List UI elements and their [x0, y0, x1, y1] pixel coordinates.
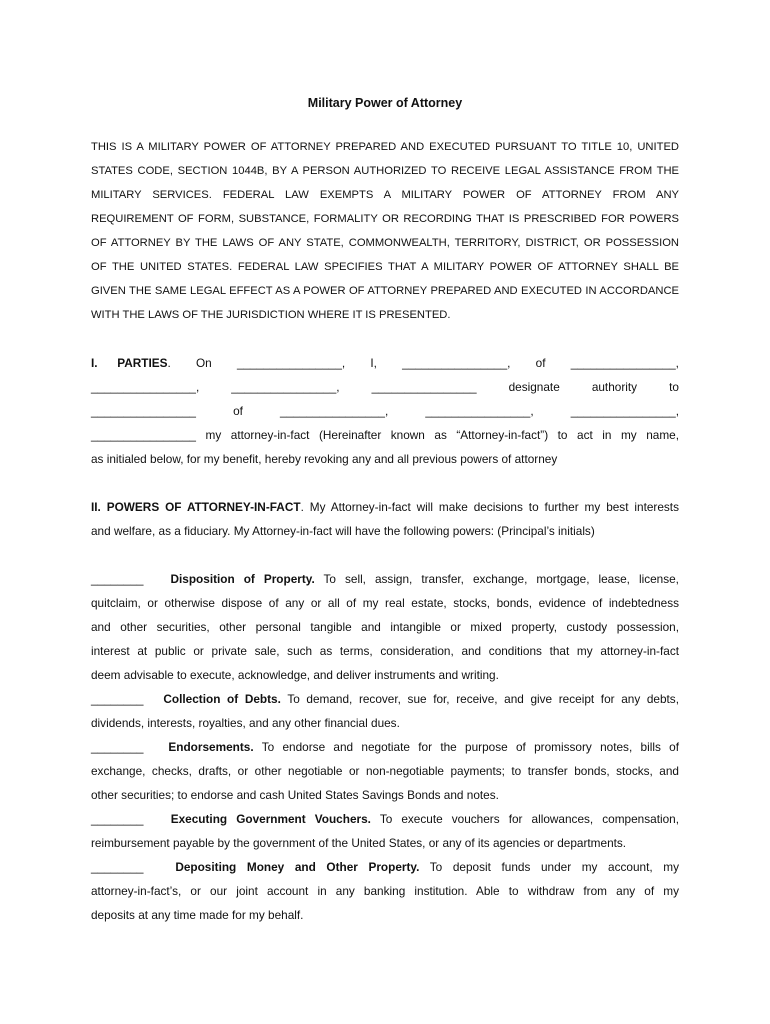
power-item-line: other securities; to endorse and cash United States Savings Bonds and notes.: [91, 788, 499, 802]
power-item-first-line: ________ Disposition of Property. To sell, assign, transfer, exchange, mortgage, lease, license,: [91, 572, 679, 586]
parties-line-3: ________________ of ________________, ________________, ________________,: [91, 399, 679, 423]
preamble: [91, 135, 679, 327]
initials-blank[interactable]: ________: [91, 860, 144, 874]
power-item-first-line: ________ Endorsements. To endorse and negotiate for the purpose of promissory notes, bills of: [91, 740, 679, 754]
power-item-line: exchange, checks, drafts, or other negotiable or non-negotiable payments; to transfer bonds, stocks, and: [91, 764, 679, 778]
power-item-first-line: ________ Collection of Debts. To demand, recover, sue for, receive, and give receipt for any debts,: [91, 692, 679, 706]
parties-section: [91, 351, 679, 471]
powers-section: [91, 495, 679, 543]
of-label: of: [233, 404, 243, 418]
document-title: Military Power of Attorney: [307, 96, 463, 110]
parties-heading-number: I.: [91, 356, 98, 370]
preamble-line: MILITARY SERVICES. FEDERAL LAW EXEMPTS A MILITARY POWER OF ATTORNEY FROM ANY: [91, 189, 679, 201]
authority-label: authority: [591, 380, 638, 394]
preamble-line: OF THE UNITED STATES. FEDERAL LAW SPECIFIES THAT A MILITARY POWER OF ATTORNEY SHALL BE: [91, 261, 679, 273]
power-item-label: Disposition of Property.: [170, 572, 315, 586]
power-items: [91, 567, 679, 927]
principal-zip-blank[interactable]: ________________: [371, 380, 477, 394]
power-item-label: Endorsements.: [168, 740, 254, 754]
power-item-line: attorney-in-fact’s, or our joint account in any banking institution. Able to withdraw from any of my: [91, 884, 679, 898]
preamble-line: GIVEN THE SAME LEGAL EFFECT AS A POWER OF ATTORNEY PREPARED AND EXECUTED IN ACCORDANCE: [91, 285, 679, 297]
on-label: On: [195, 356, 212, 370]
power-item-line: reimbursement payable by the government of the United States, or any of its agencies or departments.: [91, 836, 627, 850]
power-item-line: dividends, interests, royalties, and any other financial dues.: [91, 716, 400, 730]
preamble-line: OF ATTORNEY BY THE LAWS OF ANY STATE, COMMONWEALTH, TERRITORY, DISTRICT, OR POSSESSION: [91, 237, 679, 249]
preamble-line: THIS IS A MILITARY POWER OF ATTORNEY PREPARED AND EXECUTED PURSUANT TO TITLE 10, UNITED: [91, 141, 679, 153]
principal-address-blank[interactable]: ________________: [570, 356, 676, 370]
agent-zip-blank[interactable]: ________________: [91, 428, 196, 442]
agent-name-blank[interactable]: ________________: [91, 404, 196, 418]
agent-address-blank[interactable]: ________________: [280, 404, 385, 418]
parties-line-1: I. PARTIES. On ________________, I, ________________, of ________________,: [91, 351, 679, 375]
date-blank[interactable]: ________________: [236, 356, 342, 370]
powers-line-1: II. POWERS OF ATTORNEY-IN-FACT. My Attorney-in-fact will make decisions to further my best interests: [91, 500, 679, 514]
principal-state-blank[interactable]: ________________: [231, 380, 337, 394]
power-item-line: interest at public or private sale, such as terms, consideration, and conditions that my attorney-in-fact: [91, 644, 679, 658]
power-item-line: quitclaim, or otherwise dispose of any or all of my real estate, stocks, bonds, evidence of indebtedness: [91, 596, 679, 610]
of-label: of: [535, 356, 546, 370]
parties-heading: PARTIES: [117, 356, 168, 370]
parties-line-5: as initialed below, for my benefit, hereby revoking any and all previous powers of attorney: [91, 452, 558, 466]
to-label: to: [669, 380, 679, 394]
parties-line-4: ________________ my attorney-in-fact (Hereinafter known as “Attorney-in-fact”) to act in my name,: [91, 428, 679, 442]
preamble-line: WITH THE LAWS OF THE JURISDICTION WHERE IT IS PRESENTED.: [91, 309, 451, 321]
principal-city-blank[interactable]: ________________: [91, 380, 196, 394]
power-item-label: Collection of Debts.: [163, 692, 281, 706]
i-label: I,: [370, 356, 377, 370]
designate-label: designate: [508, 380, 560, 394]
preamble-line: REQUIREMENT OF FORM, SUBSTANCE, FORMALITY OR RECORDING THAT IS PRESCRIBED FOR POWERS: [91, 213, 679, 225]
power-item-first-line: ________ Depositing Money and Other Property. To deposit funds under my account, my: [91, 860, 679, 874]
power-item-line: and other securities, other personal tangible and intangible or mixed property, custody possession,: [91, 620, 679, 634]
initials-blank[interactable]: ________: [91, 740, 144, 754]
preamble-line: STATES CODE, SECTION 1044B, BY A PERSON AUTHORIZED TO RECEIVE LEGAL ASSISTANCE FROM THE: [91, 165, 679, 177]
initials-blank[interactable]: ________: [91, 692, 144, 706]
power-item-label: Executing Government Vouchers.: [170, 812, 371, 826]
powers-line-2: and welfare, as a fiduciary. My Attorney-in-fact will have the following powers: (Principal’s initials): [91, 524, 595, 538]
power-item-line: deposits at any time made for my behalf.: [91, 908, 304, 922]
initials-blank[interactable]: ________: [91, 812, 144, 826]
powers-heading: II. POWERS OF ATTORNEY-IN-FACT: [91, 500, 301, 514]
principal-name-blank[interactable]: ________________: [402, 356, 508, 370]
agent-city-blank[interactable]: ________________: [425, 404, 531, 418]
power-item-first-line: ________ Executing Government Vouchers. To execute vouchers for allowances, compensation,: [91, 812, 679, 826]
initials-blank[interactable]: ________: [91, 572, 144, 586]
agent-state-blank[interactable]: ________________: [570, 404, 676, 418]
power-item-label: Depositing Money and Other Property.: [175, 860, 420, 874]
parties-line-2: ________________, ________________, ________________ designate authority to: [91, 375, 679, 399]
power-item-line: deem advisable to execute, acknowledge, and deliver instruments and writing.: [91, 668, 499, 682]
